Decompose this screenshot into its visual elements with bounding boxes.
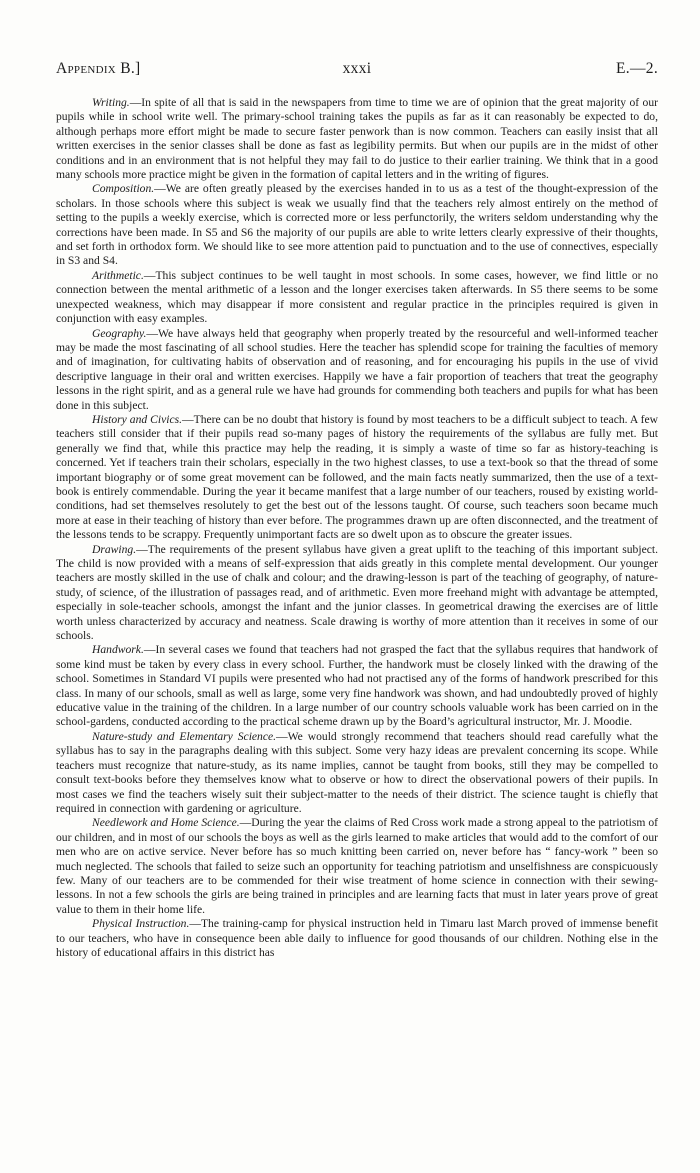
paragraph-text: —The training-camp for physical instruction held in Timaru last March proved of immense benefit to our teachers, who have in consequence been able daily to influence for good thousands of our children. Nothing else in the history of educational affairs in this district has (56, 917, 658, 959)
paragraph-text: —In several cases we found that teachers had not grasped the fact that the syllabus requires that handwork of some kind must be taken by every class in every school. Further, the handwork must be closely linked with the drawing of the school. Sometimes in Standard VI pupils were presented who had not practised any of the forms of handwork prescribed for this class. In many of our schools, small as well as large, some very fine handwork was shown, and had undoubtedly proved of highly educative value in the training of the children. In a large number of our country schools valuable work has been carried on in the school-gardens, conducted according to the practical scheme drawn up by the Board’s agricultural instructor, Mr. J. Moodie. (56, 643, 658, 729)
paragraph-heading: Handwork. (92, 643, 144, 657)
paragraph-history-civics (56, 413, 658, 543)
paragraph-text: —During the year the claims of Red Cross work made a strong appeal to the patriotism of our children, and in most of our schools the boys as well as the girls learned to make articles that would add to the comfort of our men who are on active service. Never before has so much knitting been carried on, never before has “ fancy-work ” been so much neglected. The schools that failed to seize such an opportunity for teaching patriotism and unselfishness are conspicuously few. Many of our teachers are to be commended for their wise treatment of home science in connection with their sewing-lessons. In not a few schools the girls are being trained in principles and are learning facts that must in later years prove of great value to them in their home life. (56, 816, 658, 916)
paragraph-physical-instruction (56, 917, 658, 960)
paragraph-heading: Physical Instruction. (92, 917, 190, 931)
paragraph-text: —The requirements of the present syllabus have given a great uplift to the teaching of this important subject. The child is now provided with a means of self-expression that aids greatly in this complete mental development. Our younger teachers are mostly skilled in the use of chalk and colour; and the drawing-lesson is part of the teaching of geography, of nature-study, of science, of the illustration of passages read, and of arithmetic. Even more freehand might with advantage be attempted, especially in sole-teacher schools, amongst the infant and the junior classes. In geometrical drawing the exercises are of little worth unless characterized by accuracy and neatness. Scale drawing is worthy of more attention than it receives in some of our schools. (56, 542, 658, 643)
paragraph-heading: Arithmetic. (92, 268, 144, 282)
paragraph-heading: Writing. (92, 96, 130, 109)
paragraph-text: —In spite of all that is said in the newspapers from time to time we are of opinion that the great majority of our pupils while in school write well. The primary-school training takes the pupils as far as it can reasonably be expected to do, although perhaps more effort might be made to secure faster penwork than is now common. Teachers can easily insist that all written exercises in the senior classes shall be done as fast as legibility permits. But when our pupils are in the midst of other conditions and in an environment that is not helpful they may fail to do justice to their earlier training. We think that in a good many schools more practice might be given in the formation of capital letters and in the writing of figures. (56, 96, 658, 182)
paragraph-text: —We would strongly recommend that teachers should read carefully what the syllabus has to say in the paragraphs dealing with this subject. Some very hazy ideas are prevalent concerning its scope. While teachers must recognize that nature-study, as its name implies, cannot be taught from books, still they may be compelled to consult text-books before they themselves know what to observe or how to direct the observational powers of their pupils. In most cases we find the teachers wisely suit their subject-matter to the needs of their district. The science taught is chiefly that required in connection with gardening or agriculture. (56, 729, 658, 815)
paragraph-needlework (56, 816, 658, 917)
paragraph-heading: Nature-study and Elementary Science. (92, 729, 277, 743)
paragraph-heading: History and Civics. (92, 412, 183, 426)
paragraph-handwork (56, 643, 658, 729)
paragraph-heading: Composition. (92, 182, 155, 196)
paragraph-composition (56, 182, 658, 268)
paragraph-geography (56, 327, 658, 413)
document-reference: E.—2. (616, 60, 658, 77)
report-body (56, 96, 658, 960)
page-number: xxxi (342, 60, 372, 77)
paragraph-drawing (56, 543, 658, 644)
paragraph-heading: Geography. (92, 326, 147, 340)
paragraph-arithmetic (56, 269, 658, 327)
paragraph-text: —There can be no doubt that history is found by most teachers to be a difficult subject to teach. A few teachers still consider that if their pupils read so-many pages of history the requirements of the syllabus are fully met. But generally we find that, while this practice may help the reading, it is simply a waste of time so far as history-teaching is concerned. Yet if teachers train their scholars, especially in the two highest classes, to use a text-book so that the thread of some important biography or of some great movement can be followed, and the main facts neatly summarized, then the use of a text-book is entirely commendable. During the year it became manifest that a large number of our teachers, roused by existing world-conditions, had set themselves resolutely to get the best out of the lessons taught. Of course, such teachers soon became much more at ease in their teaching of history than ever before. The programmes drawn up are often disconnected, and the treatment of the lessons tends to be scrappy. Frequently unimportant facts are so dwelt upon as to obscure the greater issues. (56, 412, 658, 542)
paragraph-text: —This subject continues to be well taught in most schools. In some cases, however, we find little or no connection between the mental arithmetic of a lesson and the longer exercises taken afterwards. In S5 there seems to be some unexpected weakness, which may disappear if more consistent and regular practice in the principles required is given in conjunction with easy examples. (56, 268, 658, 326)
paragraph-heading: Needlework and Home Science. (92, 816, 240, 830)
paragraph-heading: Drawing. (92, 542, 137, 556)
paragraph-writing (56, 96, 658, 182)
appendix-label: Appendix B.] (56, 60, 141, 77)
paragraph-text: —We are often greatly pleased by the exercises handed in to us as a test of the thought-expression of the scholars. In those schools where this subject is weak we usually find that the teachers rely almost entirely on the method of setting to the pupils a weekly exercise, which is corrected more or less perfunctorily, the writers seldom understanding why the corrections have been made. In S5 and S6 the majority of our pupils are able to write letters clearly expressive of their thoughts, and set forth in orthodox form. We should like to see more attention paid to punctuation and to the use of connectives, especially in S3 and S4. (56, 182, 658, 268)
paragraph-nature-study (56, 730, 658, 816)
paragraph-text: —We have always held that geography when properly treated by the resourceful and well-informed teacher may be made the most fascinating of all school studies. Here the teacher has splendid scope for training the faculties of memory and of imagination, for cultivating habits of observation and of reasoning, and for encouraging his pupils in the use of vivid descriptive language in their oral and written exercises. Happily we have a fair proportion of teachers that treat the geography lessons in the right spirit, and as a general rule we have had grounds for commending both teachers and pupils for what has been done in this subject. (56, 326, 658, 412)
page-header (56, 60, 658, 82)
